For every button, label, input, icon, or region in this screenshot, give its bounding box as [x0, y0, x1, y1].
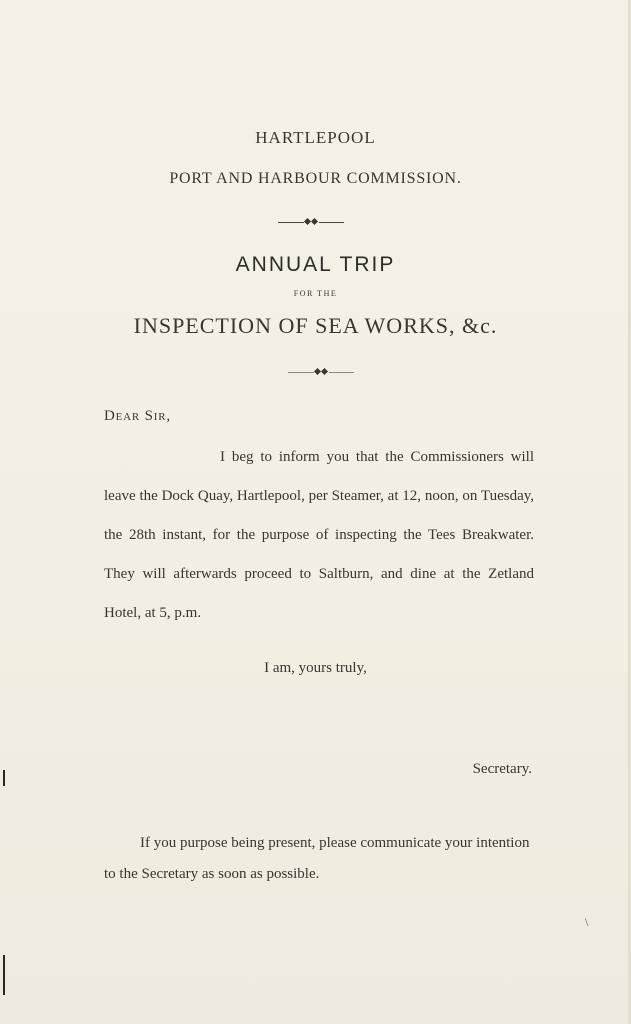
trip-title: ANNUAL TRIP — [235, 253, 396, 276]
organization-name: HARTLEPOOL — [255, 128, 376, 147]
divider-line — [288, 372, 314, 373]
footer-note-text: If you purpose being present, please communicate your intention to the Secretary as soon as possible. — [104, 835, 530, 882]
inspection-title: INSPECTION OF SEA WORKS, &c. — [133, 313, 498, 338]
salutation: Dear Sir, — [104, 408, 171, 424]
divider-line — [319, 222, 344, 223]
divider-ornament-top — [278, 218, 344, 228]
signature-title: Secretary. — [472, 761, 532, 777]
divider-line — [329, 372, 354, 373]
closing-line: I am, yours truly, — [264, 660, 367, 676]
for-the-label: FOR THE — [293, 289, 338, 298]
margin-ink-mark — [3, 955, 5, 995]
diamond-icon — [311, 218, 318, 225]
footer-note — [104, 828, 534, 890]
diamond-icon — [321, 368, 328, 375]
body-paragraph — [104, 438, 534, 633]
divider-line — [278, 222, 304, 223]
corner-ink-mark: \ — [585, 915, 589, 929]
margin-ink-mark — [3, 770, 5, 786]
body-paragraph-text: I beg to inform you that the Commissioners will leave the Dock Quay, Hartlepool, per Steamer, at 12, noon, on Tuesday, the 28th instant, for the purpose of inspecting the Tees Breakwater. They will afterwards proceed to Saltburn, and dine at the Zetland Hotel, at 5, p.m. — [104, 449, 534, 621]
organization-subtitle: PORT AND HARBOUR COMMISSION. — [169, 170, 462, 187]
divider-ornament-bottom — [288, 368, 354, 378]
